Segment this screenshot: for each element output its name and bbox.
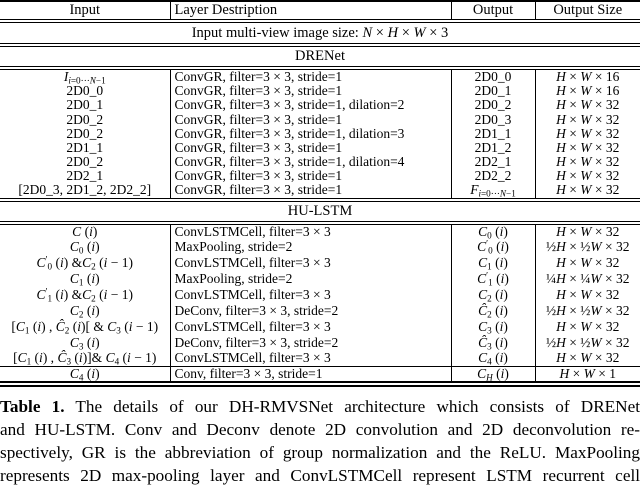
- cell-input: 2D0_2: [66, 111, 104, 127]
- cell-output: $C'_1$ (i): [451, 271, 535, 287]
- cell-input: 2D0_1: [66, 97, 104, 113]
- cell-input: $C_1$ (i): [69, 270, 100, 287]
- cell-output-size: H × W × 32: [535, 127, 640, 141]
- cell-input: $C_4$ (i): [69, 366, 100, 383]
- table-row: [0, 271, 640, 287]
- cell-layer-description: ConvGR, filter=3 × 3, stride=1, dilation=2: [170, 98, 451, 112]
- cell-output: 2D0_0: [451, 68, 535, 84]
- cell-layer-description: ConvGR, filter=3 × 3, stride=1: [170, 84, 451, 98]
- column-header-input: Input: [69, 2, 101, 18]
- cell-output: $C_2$ (i): [451, 287, 535, 303]
- cell-layer-description: ConvLSTMCell, filter=3 × 3: [170, 223, 451, 239]
- cell-output-size: H × W × 16: [535, 84, 640, 98]
- cell-layer-description: ConvLSTMCell, filter=3 × 3: [170, 255, 451, 271]
- caption-line: Table 1. The details of our DH-RMVSNet architecture which consists of DRENet: [0, 397, 640, 417]
- table-row: [0, 68, 640, 84]
- cell-input: $C_0$ (i): [69, 238, 100, 255]
- cell-output: 2D2_2: [451, 169, 535, 183]
- table-row: [0, 351, 640, 367]
- cell-output: $Ĉ_2$ (i): [451, 303, 535, 319]
- cell-layer-description: ConvGR, filter=3 × 3, stride=1: [170, 183, 451, 199]
- cell-output: $Ĉ_3$ (i): [451, 335, 535, 351]
- cell-layer-description: ConvGR, filter=3 × 3, stride=1, dilation=3: [170, 127, 451, 141]
- cell-layer-description: ConvGR, filter=3 × 3, stride=1: [170, 68, 451, 84]
- cell-output: 2D2_1: [451, 155, 535, 169]
- cell-layer-description: ConvLSTMCell, filter=3 × 3: [170, 319, 451, 335]
- table-row: [0, 255, 640, 271]
- table-row: [0, 113, 640, 127]
- cell-layer-description: MaxPooling, stride=2: [170, 271, 451, 287]
- cell-layer-description: Conv, filter=3 × 3, stride=1: [170, 367, 451, 385]
- table-row: [0, 84, 640, 98]
- cell-output: $C_4$ (i): [451, 351, 535, 367]
- cell-output-size: ½H × ½W × 32: [535, 335, 640, 351]
- cell-layer-description: DeConv, filter=3 × 3, stride=2: [170, 335, 451, 351]
- cell-layer-description: ConvLSTMCell, filter=3 × 3: [170, 351, 451, 367]
- cell-output-size: H × W × 32: [535, 183, 640, 199]
- section-title-drenet: DRENet: [0, 45, 640, 68]
- cell-output-size: H × W × 32: [535, 255, 640, 271]
- cell-output-size: H × W × 32: [535, 113, 640, 127]
- table-row: [0, 169, 640, 183]
- cell-input: 2D2_1: [66, 168, 104, 184]
- table-row: [0, 287, 640, 303]
- cell-output: 2D0_1: [451, 84, 535, 98]
- cell-output-size: H × W × 32: [535, 351, 640, 367]
- cell-output-size: H × W × 32: [535, 141, 640, 155]
- section-header-drenet: [0, 45, 640, 68]
- cell-input: 2D0_0: [66, 83, 104, 99]
- cell-layer-description: DeConv, filter=3 × 3, stride=2: [170, 303, 451, 319]
- cell-output-size: ½H × ½W × 32: [535, 303, 640, 319]
- cell-output: 2D1_1: [451, 127, 535, 141]
- cell-layer-description: ConvGR, filter=3 × 3, stride=1: [170, 141, 451, 155]
- cell-layer-description: ConvLSTMCell, filter=3 × 3: [170, 287, 451, 303]
- cell-output: 2D1_2: [451, 141, 535, 155]
- column-header-size: Output Size: [535, 1, 640, 21]
- table-row: [0, 223, 640, 239]
- table-row: [0, 239, 640, 255]
- cell-layer-description: ConvGR, filter=3 × 3, stride=1: [170, 169, 451, 183]
- table-caption: [0, 395, 640, 487]
- cell-output-size: H × W × 32: [535, 223, 640, 239]
- cell-input: 2D0_2: [66, 154, 104, 170]
- input-size-row: [0, 21, 640, 45]
- cell-input: 2D0_2: [66, 125, 104, 141]
- cell-layer-description: ConvGR, filter=3 × 3, stride=1: [170, 113, 451, 127]
- cell-output-size: ¼H × ¼W × 32: [535, 271, 640, 287]
- cell-input: [2D0_3, 2D1_2, 2D2_2]: [18, 182, 152, 198]
- cell-output-size: H × W × 32: [535, 287, 640, 303]
- cell-input: C (i): [72, 223, 98, 239]
- cell-input: $C'_0$ (i) $\&C_2$ (i − 1): [36, 254, 133, 271]
- cell-output-size: ½H × ½W × 32: [535, 239, 640, 255]
- cell-input: $C_2$ (i): [69, 302, 100, 319]
- caption-line: spectively, GR is the abbreviation of group normalization and the ReLU. MaxPooling: [0, 443, 640, 463]
- table-row: [0, 367, 640, 385]
- table-row: [0, 98, 640, 112]
- table-row: [0, 155, 640, 169]
- cell-input: [$C_1$ (i) , $Ĉ_2$ (i)[ & $C_3$ (i − 1): [11, 318, 159, 335]
- cell-output-size: H × W × 32: [535, 155, 640, 169]
- cell-output-size: H × W × 1: [535, 367, 640, 385]
- cell-output: $C_0$ (i): [451, 223, 535, 239]
- cell-output: $C_1$ (i): [451, 255, 535, 271]
- cell-input: 2D1_1: [66, 139, 104, 155]
- cell-output: $F_{i=0\cdot\cdot\cdot N-1}$: [451, 183, 535, 199]
- table-row: [0, 335, 640, 351]
- table-row: [0, 303, 640, 319]
- table-row: [0, 127, 640, 141]
- section-header-hu-lstm: [0, 200, 640, 223]
- cell-output-size: H × W × 32: [535, 169, 640, 183]
- cell-input: $C'_1$ (i) $\&C_2$ (i − 1): [36, 286, 133, 303]
- section-title-hu-lstm: HU-LSTM: [0, 200, 640, 223]
- cell-output-size: H × W × 16: [535, 68, 640, 84]
- cell-output-size: H × W × 32: [535, 98, 640, 112]
- caption-line: represents 2D max-pooling layer and ConvLSTMCell represent LSTM recurrent cell: [0, 466, 640, 486]
- cell-layer-description: ConvGR, filter=3 × 3, stride=1, dilation=4: [170, 155, 451, 169]
- cell-output: $C'_0$ (i): [451, 239, 535, 255]
- caption-line: and HU-LSTM. Conv and Deconv denote 2D convolution and 2D deconvolution re-: [0, 420, 640, 440]
- cell-input: [$C_1$ (i) , $Ĉ_3$ (i)]& $C_4$ (i − 1): [13, 350, 157, 367]
- cell-output-size: H × W × 32: [535, 319, 640, 335]
- table-row: [0, 183, 640, 199]
- input-size-text: Input multi-view image size: N × H × W × 3: [0, 21, 640, 45]
- column-header-layer: Layer Destription: [170, 1, 451, 21]
- hu-lstm-rows: [0, 223, 640, 385]
- cell-output: $C_H$ (i): [451, 367, 535, 385]
- table-header-row: [0, 1, 640, 21]
- table-row: [0, 141, 640, 155]
- cell-output: 2D0_2: [451, 98, 535, 112]
- table-row: [0, 319, 640, 335]
- drenet-rows: [0, 68, 640, 200]
- cell-input: $C_3$ (i): [69, 334, 100, 351]
- cell-layer-description: MaxPooling, stride=2: [170, 239, 451, 255]
- cell-input: $I_{i=0\cdot\cdot\cdot N-1}$: [63, 69, 106, 86]
- cell-output: 2D0_3: [451, 113, 535, 127]
- cell-output: $C_3$ (i): [451, 319, 535, 335]
- column-header-output: Output: [451, 1, 535, 21]
